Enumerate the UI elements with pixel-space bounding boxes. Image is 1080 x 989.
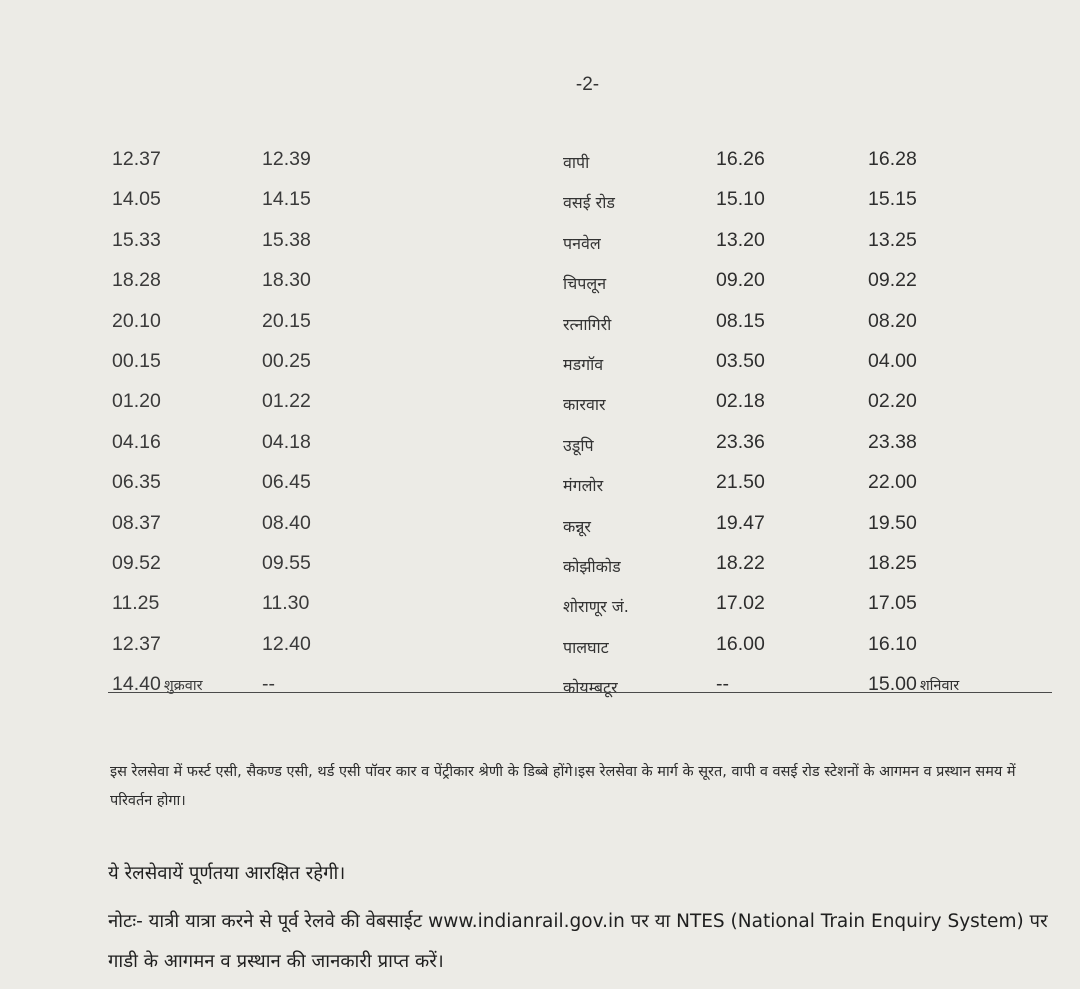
up-arrival-time [112, 148, 161, 171]
up-departure-time [262, 512, 311, 535]
up-arrival-time [112, 471, 161, 494]
down-departure-time [868, 592, 917, 615]
up-departure-time [262, 390, 311, 413]
down-departure-time-value: 23.38 [868, 430, 917, 453]
down-departure-time [868, 633, 917, 656]
down-arrival-time [716, 512, 765, 535]
up-arrival-time [112, 229, 161, 252]
station-name-value: वसई रोड [563, 193, 615, 213]
down-departure-time-value: 18.25 [868, 551, 917, 574]
up-departure-time-value: 14.15 [262, 188, 311, 211]
station-name-value: मंगलोर [563, 476, 604, 496]
up-departure-time [262, 633, 311, 656]
down-arrival-time [716, 552, 765, 575]
down-arrival-time-value: 21.50 [716, 471, 765, 494]
down-departure-time [868, 350, 917, 373]
up-arrival-time [112, 633, 161, 656]
down-departure-time [868, 390, 917, 413]
up-departure-time-value: 20.15 [262, 309, 311, 332]
table-bottom-rule [108, 692, 1052, 693]
down-arrival-time [716, 592, 765, 615]
up-arrival-time [112, 592, 159, 615]
up-arrival-time-value: 08.37 [112, 511, 161, 534]
down-departure-time [868, 269, 917, 292]
up-departure-time [262, 592, 309, 615]
down-departure-time [868, 471, 917, 494]
down-arrival-time-value: 16.00 [716, 632, 765, 655]
down-arrival-time [716, 390, 765, 413]
down-arrival-time-value: 17.02 [716, 592, 765, 615]
down-departure-time-value: 16.28 [868, 148, 917, 170]
up-departure-time-value: 01.22 [262, 390, 311, 413]
up-arrival-time [112, 269, 161, 292]
up-departure-time-value: -- [262, 673, 275, 696]
up-arrival-time [112, 431, 161, 454]
enquiry-note: नोटः- यात्री यात्रा करने से पूर्व रेलवे की वेबसाईट www.indianrail.gov.in पर या NTES (National Train Enquiry System) पर गाडी के आगमन व प्रस्थान की जानकारी प्राप्त करें। [108, 911, 1048, 972]
up-arrival-time [112, 188, 161, 211]
down-departure-time-value: 17.05 [868, 592, 917, 615]
down-departure-time [868, 512, 917, 535]
up-departure-time [262, 350, 311, 373]
up-arrival-time-value: 00.15 [112, 349, 161, 372]
down-arrival-time-value: 16.26 [716, 148, 765, 170]
down-departure-time-value: 22.00 [868, 471, 917, 494]
station-name [563, 313, 611, 335]
down-arrival-time [716, 431, 765, 454]
up-departure-time-value: 00.25 [262, 349, 311, 372]
table-row [0, 302, 1080, 342]
down-arrival-time-value: 03.50 [716, 349, 765, 372]
station-name [563, 474, 603, 496]
table-row [0, 544, 1080, 584]
down-departure-time [868, 229, 917, 252]
up-departure-time [262, 148, 311, 171]
down-departure-time [868, 552, 917, 575]
down-arrival-time [716, 350, 765, 373]
down-departure-time [868, 310, 917, 333]
table-row [0, 140, 1080, 180]
table-row [0, 625, 1080, 665]
up-departure-time-value: 08.40 [262, 511, 311, 534]
down-arrival-time-value: 02.18 [716, 390, 765, 413]
table-row [0, 463, 1080, 503]
down-departure-time-value: 15.15 [868, 188, 917, 211]
station-name-value: पनवेल [563, 233, 601, 253]
table-row [0, 665, 1080, 705]
station-name [563, 393, 606, 415]
station-name [563, 555, 621, 577]
station-name-value: उडूपि [563, 435, 594, 455]
up-arrival-time-value: 12.37 [112, 148, 161, 170]
station-name-value: कोझीकोड [563, 556, 621, 576]
down-arrival-time [716, 229, 765, 252]
station-name [563, 636, 609, 658]
station-name [563, 232, 601, 254]
table-row [0, 261, 1080, 301]
up-departure-time-value: 15.38 [262, 228, 311, 251]
up-departure-time-value: 06.45 [262, 471, 311, 494]
down-arrival-time-value: 13.20 [716, 228, 765, 251]
up-arrival-time-value: 15.33 [112, 228, 161, 251]
up-departure-time [262, 229, 311, 252]
up-departure-time [262, 431, 311, 454]
down-arrival-time [716, 148, 765, 171]
up-arrival-time-value: 18.28 [112, 269, 161, 292]
table-row [0, 342, 1080, 382]
down-departure-time-value: 04.00 [868, 349, 917, 372]
table-row [0, 504, 1080, 544]
down-arrival-time-value: 19.47 [716, 511, 765, 534]
station-name [563, 515, 591, 537]
down-arrival-time-value: 08.15 [716, 309, 765, 332]
station-name-value: कारवार [563, 395, 606, 415]
station-name-value: शोराणूर जं. [563, 597, 629, 617]
up-arrival-time-value: 11.25 [112, 592, 160, 615]
up-arrival-time-value: 01.20 [112, 390, 161, 413]
station-name [563, 595, 629, 617]
down-departure-time-value: 16.10 [868, 632, 917, 655]
down-departure-time-value: 19.50 [868, 511, 917, 534]
up-arrival-time [112, 310, 161, 333]
up-arrival-time-value: 09.52 [112, 551, 161, 574]
up-departure-time-value: 18.30 [262, 269, 311, 292]
up-arrival-time-value: 04.16 [112, 430, 161, 453]
up-arrival-time-value: 06.35 [112, 471, 161, 494]
up-arrival-time [112, 552, 161, 575]
up-departure-time-value: 12.39 [262, 148, 311, 170]
up-departure-time [262, 552, 311, 575]
page-number: -2- [575, 74, 600, 95]
up-arrival-time [112, 512, 161, 535]
station-name-value: कोयम्बटूर [563, 678, 618, 698]
table-row [0, 180, 1080, 220]
down-arrival-time [716, 633, 765, 656]
up-arrival-time-value: 14.40 [112, 673, 161, 696]
table-row [0, 221, 1080, 261]
down-arrival-time-value: -- [716, 673, 729, 696]
up-departure-time-value: 11.30 [262, 592, 310, 615]
station-name-value: पालघाट [563, 637, 609, 657]
up-departure-time [262, 310, 311, 333]
down-arrival-time-value: 23.36 [716, 430, 765, 453]
down-arrival-time [716, 269, 765, 292]
up-departure-time [262, 269, 311, 292]
down-departure-time [868, 431, 917, 454]
down-departure-time [868, 188, 917, 211]
timetable [0, 140, 1080, 705]
station-name [563, 151, 589, 173]
down-departure-time-value: 15.00 [868, 673, 917, 696]
up-arrival-time [112, 390, 161, 413]
table-row [0, 423, 1080, 463]
up-departure-time-value: 09.55 [262, 551, 311, 574]
down-arrival-time-value: 15.10 [716, 188, 765, 211]
up-arrival-time-value: 14.05 [112, 188, 161, 211]
weekday-label: शुक्रवार [163, 678, 203, 695]
down-arrival-time-value: 09.20 [716, 269, 765, 292]
station-name-value: वापी [563, 153, 590, 172]
up-departure-time-value: 04.18 [262, 430, 311, 453]
down-arrival-time [716, 310, 765, 333]
up-departure-time [262, 471, 311, 494]
up-departure-time-value: 12.40 [262, 632, 311, 655]
weekday-label: शनिवार [919, 678, 960, 695]
down-departure-time [868, 148, 917, 171]
station-name [563, 353, 603, 375]
down-arrival-time [716, 471, 765, 494]
up-arrival-time-value: 20.10 [112, 309, 161, 332]
up-arrival-time [112, 350, 161, 373]
table-row [0, 584, 1080, 624]
station-name [563, 272, 606, 294]
station-name-value: चिपलून [563, 274, 607, 294]
down-arrival-time-value: 18.22 [716, 551, 765, 574]
down-departure-time-value: 13.25 [868, 228, 917, 251]
station-name-value: कन्नूर [563, 516, 591, 536]
station-name-value: मडगॉव [563, 354, 604, 374]
down-departure-time-value: 08.20 [868, 309, 917, 332]
station-name [563, 434, 594, 456]
up-departure-time [262, 188, 311, 211]
down-arrival-time [716, 188, 765, 211]
station-name-value: रत्नागिरी [563, 314, 612, 334]
coach-composition-note: इस रेलसेवा में फर्स्ट एसी, सैकण्ड एसी, थर्ड एसी पॉवर कार व पेंट्रीकार श्रेणी के डिब्बे होंगे।इस रेलसेवा के मार्ग के सूरत, वापी व वसई रोड स्टेशनों के आगमन व प्रस्थान समय में परिवर्तन होगा। [110, 764, 1016, 809]
down-departure-time-value: 09.22 [868, 269, 917, 292]
table-row [0, 382, 1080, 422]
up-arrival-time-value: 12.37 [112, 632, 161, 655]
down-departure-time-value: 02.20 [868, 390, 917, 413]
station-name [563, 676, 618, 698]
station-name [563, 191, 615, 213]
reservation-note: ये रेलसेवायें पूर्णतया आरक्षित रहेगी। [108, 863, 346, 884]
